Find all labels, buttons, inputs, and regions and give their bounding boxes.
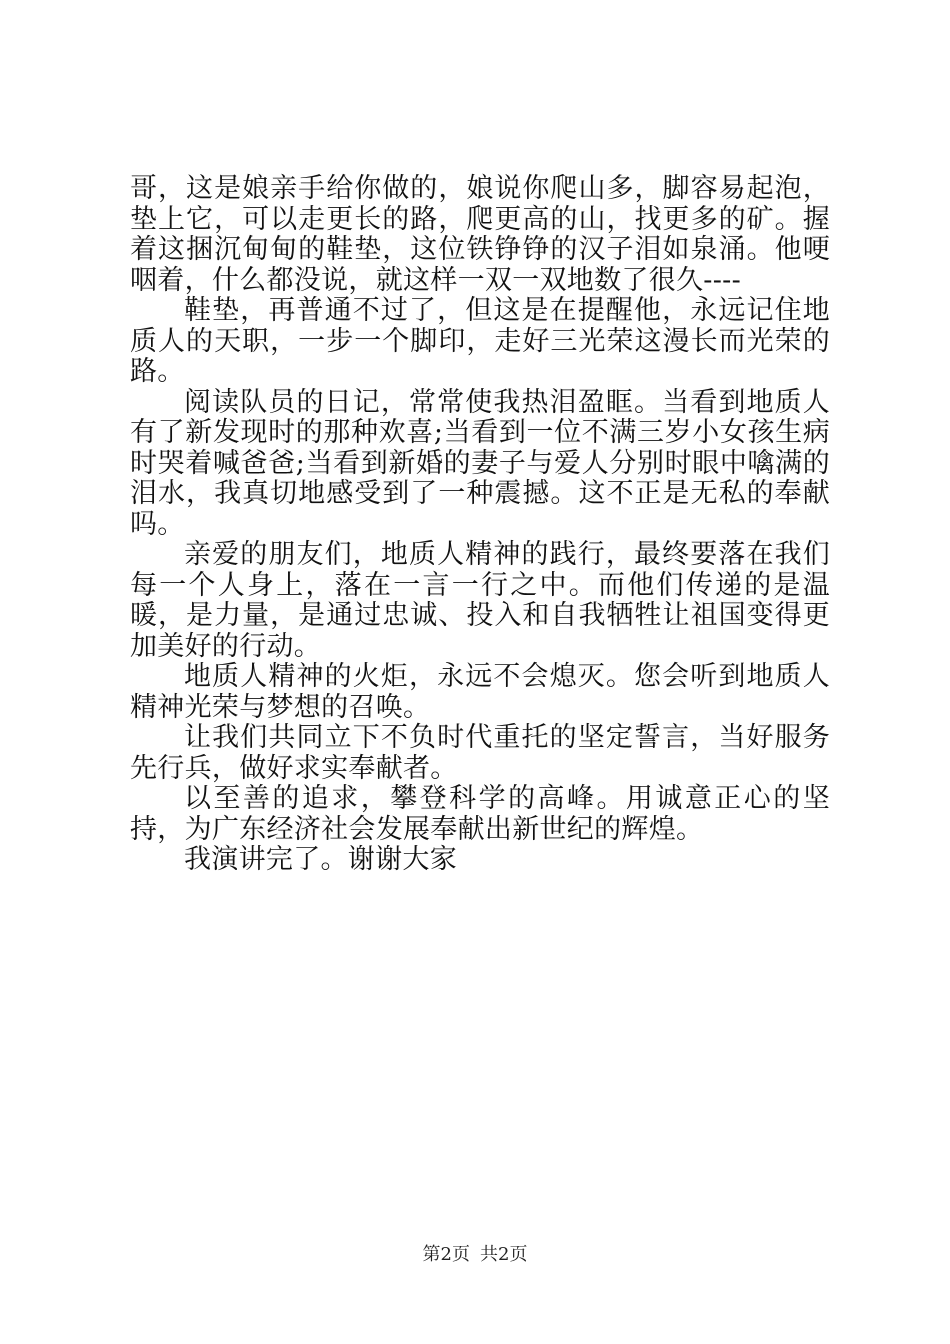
paragraph-5: 地质人精神的火炬，永远不会熄灭。您会听到地质人精神光荣与梦想的召唤。 (130, 661, 830, 723)
page-footer (0, 1244, 950, 1266)
paragraph-2: 鞋垫，再普通不过了，但这是在提醒他，永远记住地质人的天职，一步一个脚印，走好三光荣这漫长而光荣的路。 (130, 295, 830, 387)
page-number: 第2页 (422, 1244, 470, 1265)
paragraph-8: 我演讲完了。谢谢大家 (184, 844, 457, 875)
paragraph-3: 阅读队员的日记，常常使我热泪盈眶。当看到地质人有了新发现时的那种欢喜;当看到一位不满三岁小女孩生病时哭着喊爸爸;当看到新婚的妻子与爱人分别时眼中噙满的泪水，我真切地感受到了一种震撼。这不正是无私的奉献吗。 (130, 386, 830, 540)
paragraph-4: 亲爱的朋友们，地质人精神的践行，最终要落在我们每一个人身上，落在一言一行之中。而他们传递的是温暖，是力量，是通过忠诚、投入和自我牺牲让祖国变得更加美好的行动。 (130, 539, 830, 662)
paragraph-6: 让我们共同立下不负时代重托的坚定誓言，当好服务先行兵，做好求实奉献者。 (130, 722, 830, 784)
document-body (130, 174, 830, 876)
paragraph-7: 以至善的追求，攀登科学的高峰。用诚意正心的坚持，为广东经济社会发展奉献出新世纪的辉煌。 (130, 783, 830, 845)
paragraph-1: 哥，这是娘亲手给你做的，娘说你爬山多，脚容易起泡，垫上它，可以走更长的路，爬更高的山，找更多的矿。握着这捆沉甸甸的鞋垫，这位铁铮铮的汉子泪如泉涌。他哽咽着，什么都没说，就这样一双一双地数了很久---- (130, 173, 830, 296)
page-total: 共2页 (480, 1244, 528, 1265)
